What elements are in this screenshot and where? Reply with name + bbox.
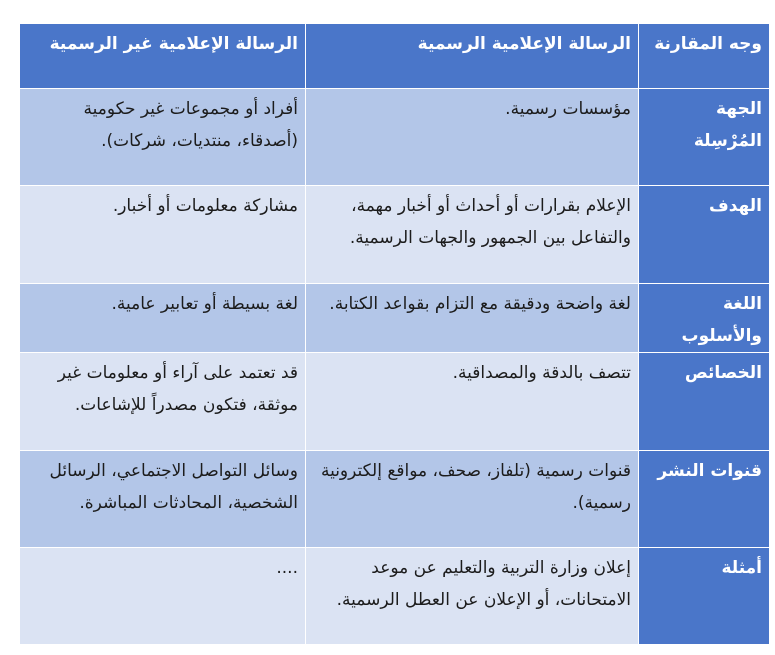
row-label-sender: الجهة المُرْسِلة: [639, 89, 770, 186]
table-row-examples: [20, 548, 770, 645]
row-label-goal: الهدف: [639, 186, 770, 284]
header-official: الرسالة الإعلامية الرسمية: [306, 24, 639, 89]
cell-official-features: تتصف بالدقة والمصداقية.: [306, 353, 639, 451]
table-row-sender: [20, 89, 770, 186]
row-label-examples: أمثلة: [639, 548, 770, 645]
cell-official-goal: الإعلام بقرارات أو أحداث أو أخبار مهمة، والتفاعل بين الجمهور والجهات الرسمية.: [306, 186, 639, 284]
row-label-language: اللغة والأسلوب: [639, 284, 770, 353]
row-label-features: الخصائص: [639, 353, 770, 451]
table-row-channels: [20, 451, 770, 548]
table-row-goal: [20, 186, 770, 284]
cell-unofficial-sender: أفراد أو مجموعات غير حكومية (أصدقاء، منتديات، شركات).: [20, 89, 306, 186]
cell-official-channels: قنوات رسمية (تلفاز، صحف، مواقع إلكترونية رسمية).: [306, 451, 639, 548]
table-row-features: [20, 353, 770, 451]
comparison-table: [19, 23, 770, 645]
table-header-row: [20, 24, 770, 89]
cell-official-language: لغة واضحة ودقيقة مع التزام بقواعد الكتابة.: [306, 284, 639, 353]
cell-official-examples: إعلان وزارة التربية والتعليم عن موعد الامتحانات، أو الإعلان عن العطل الرسمية.: [306, 548, 639, 645]
row-label-channels: قنوات النشر: [639, 451, 770, 548]
header-unofficial: الرسالة الإعلامية غير الرسمية: [20, 24, 306, 89]
header-criterion: وجه المقارنة: [639, 24, 770, 89]
cell-official-sender: مؤسسات رسمية.: [306, 89, 639, 186]
cell-unofficial-features: قد تعتمد على آراء أو معلومات غير موثقة، فتكون مصدراً للإشاعات.: [20, 353, 306, 451]
table-row-language: [20, 284, 770, 353]
cell-unofficial-language: لغة بسيطة أو تعابير عامية.: [20, 284, 306, 353]
cell-unofficial-goal: مشاركة معلومات أو أخبار.: [20, 186, 306, 284]
comparison-table-container: [19, 23, 769, 645]
cell-unofficial-channels: وسائل التواصل الاجتماعي، الرسائل الشخصية، المحادثات المباشرة.: [20, 451, 306, 548]
cell-unofficial-examples: ....: [20, 548, 306, 645]
